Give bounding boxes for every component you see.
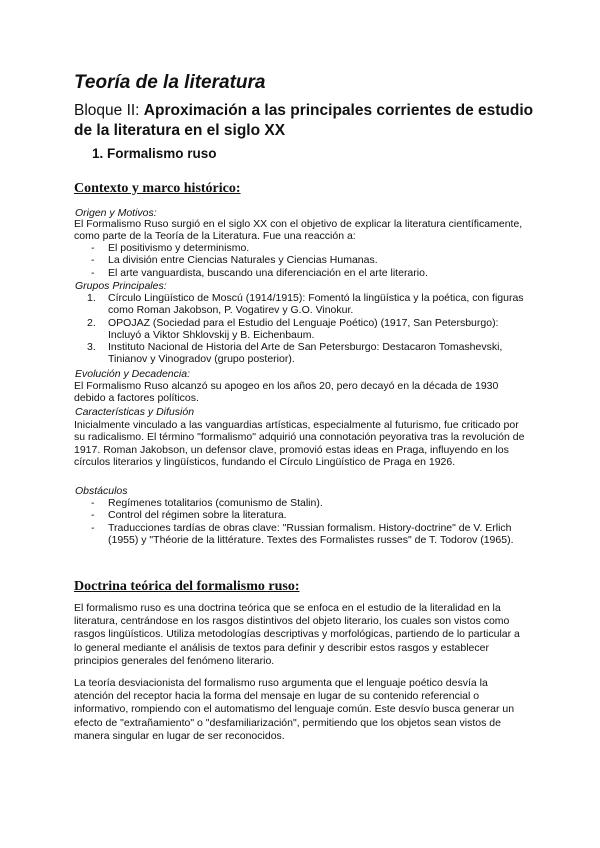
list-item — [86, 317, 533, 342]
doctrina-heading: Doctrina teórica del formalismo ruso: — [74, 579, 300, 594]
document-title: Teoría de la literatura — [74, 72, 266, 93]
list-item: - Traducciones tardías de obras clave: "Russian formalism. History-doctrine" de V. Erlich (1955) y "Théorie de la littérature. Textes des Formalistes russes" de T. Todorov (1965). — [86, 522, 538, 547]
doctrina-paragraph: El formalismo ruso es una doctrina teórica que se enfoca en el estudio de la literalidad en la literatura, centrándose en los rasgos distintivos del objeto literario, los cuales son vistos como rasgos lingüísticos. Utiliza metodologías descriptivas y morfológicas, partiendo de lo particular a lo general mediante el análisis de textos para definir y describir estos rasgos y establecer principios generales del fenómeno literario. — [74, 602, 520, 667]
list-item — [86, 341, 533, 366]
origen-list — [86, 242, 538, 279]
obstaculos-list — [86, 497, 538, 546]
origen-label: Origen y Motivos: — [75, 207, 157, 219]
item-text: OPOJAZ (Sociedad para el Estudio del Lenguaje Poético) (1917, San Petersburgo): Incluyó a Viktor Shklovskij y B. Eichenbaum. — [108, 316, 499, 341]
item-text: Instituto Nacional de Historia del Arte de San Petersburgo: Destacaron Tomashevski, Tinianov y Vinogradov (grupo posterior). — [108, 341, 503, 366]
section-heading: 1. Formalismo ruso — [92, 146, 217, 161]
list-item: - Regímenes totalitarios (comunismo de Stalin). — [86, 497, 538, 509]
grupos-list — [86, 292, 533, 366]
list-item: - La división entre Ciencias Naturales y Ciencias Humanas. — [86, 254, 538, 266]
origen-text: El Formalismo Ruso surgió en el siglo XX con el objetivo de explicar la literatura científicamente, como parte de la Teoría de la Literatura. Fue una reacción a: — [74, 218, 523, 243]
doctrina-paragraph: La teoría desviacionista del formalismo ruso argumenta que el lenguaje poético desvía la atención del receptor hacia la forma del mensaje en lugar de su contenido referencial o informativo, rompiendo con el automatismo del lenguaje común. Este desvío busca generar un efecto de "extrañamiento" o "desfamiliarización", permitiendo que los objetos sean vistos de manera singular en lugar de ser reconocidos. — [74, 677, 515, 742]
item-number: 2. — [87, 316, 96, 329]
list-item — [86, 292, 533, 317]
evolucion-label: Evolución y Decadencia: — [75, 368, 190, 380]
list-item: - El arte vanguardista, buscando una diferenciación en el arte literario. — [86, 267, 538, 279]
contexto-heading: Contexto y marco histórico: — [74, 181, 241, 196]
obstaculos-label: Obstáculos — [75, 485, 128, 497]
caracteristicas-text: Inicialmente vinculado a las vanguardias artísticas, especialmente al futurismo, fue criticado por su radicalismo. El término "formalismo" adquirió una connotación peyorativa tras la revolución de 1917. Roman Jakobson, un defensor clave, promovió estas ideas en Praga, influyendo en los círculos literarios y lingüísticos, fundando el Círculo Lingüístico de Praga en 1926. — [74, 419, 525, 468]
list-item: - Control del régimen sobre la literatura. — [86, 509, 538, 521]
item-number: 1. — [87, 292, 96, 304]
item-number: 3. — [87, 341, 96, 354]
bloque-title: Aproximación a las principales corrientes de estudio de la literatura en el siglo XX — [74, 102, 534, 139]
item-text: Círculo Lingüístico de Moscú (1914/1915): Fomentó la lingüística y la poética, con figuras como Roman Jakobson, P. Vogatirev y G.O. Vinokur. — [108, 292, 524, 317]
list-item: - El positivismo y determinismo. — [86, 242, 538, 254]
bloque-label: Bloque II: — [74, 102, 144, 119]
evolucion-text: El Formalismo Ruso alcanzó su apogeo en los años 20, pero decayó en la década de 1930 debido a factores políticos. — [74, 380, 499, 405]
bloque-heading — [74, 101, 544, 141]
grupos-label: Grupos Principales: — [75, 280, 167, 292]
caracteristicas-label: Características y Difusión — [75, 406, 195, 418]
